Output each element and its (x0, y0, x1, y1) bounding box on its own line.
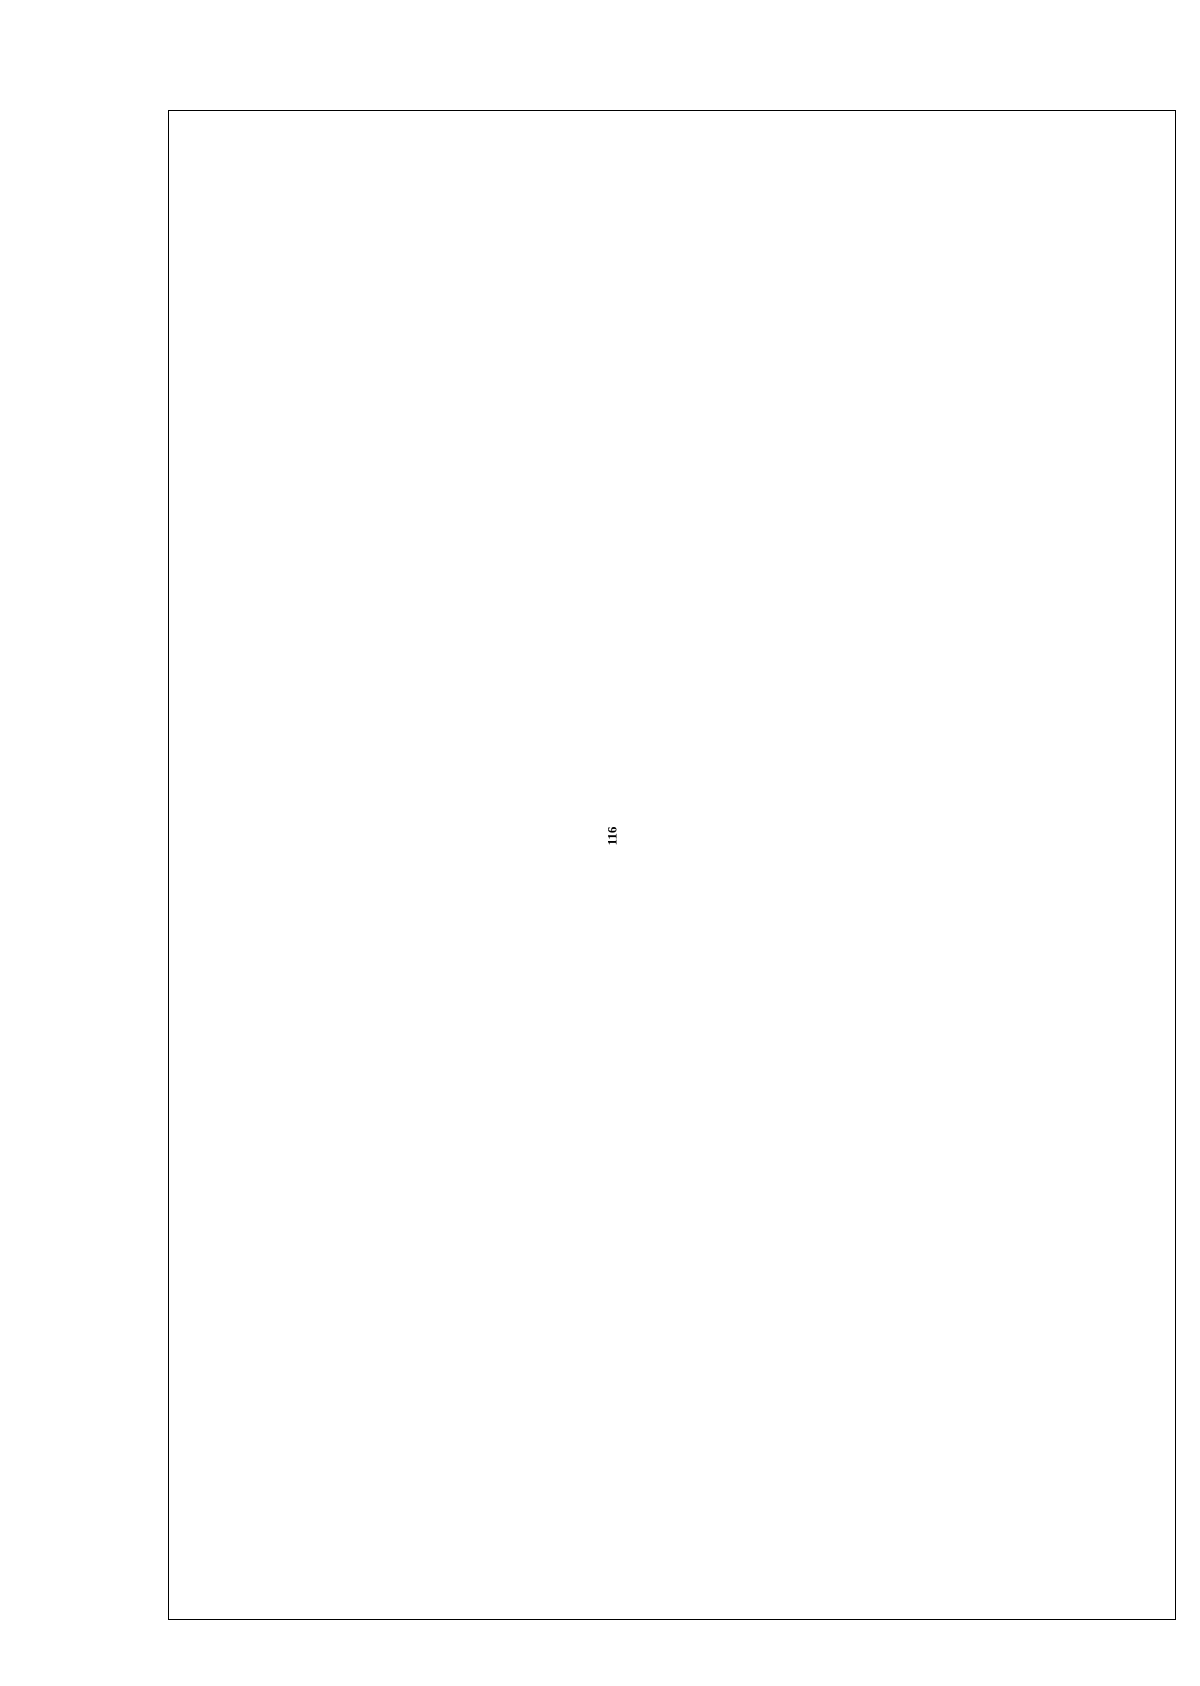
housing-registry-table-frame (168, 110, 1176, 1620)
housing-registry-table (169, 111, 1175, 1619)
page-number: 116 (604, 826, 620, 846)
housing-registry-body (169, 111, 1175, 1619)
